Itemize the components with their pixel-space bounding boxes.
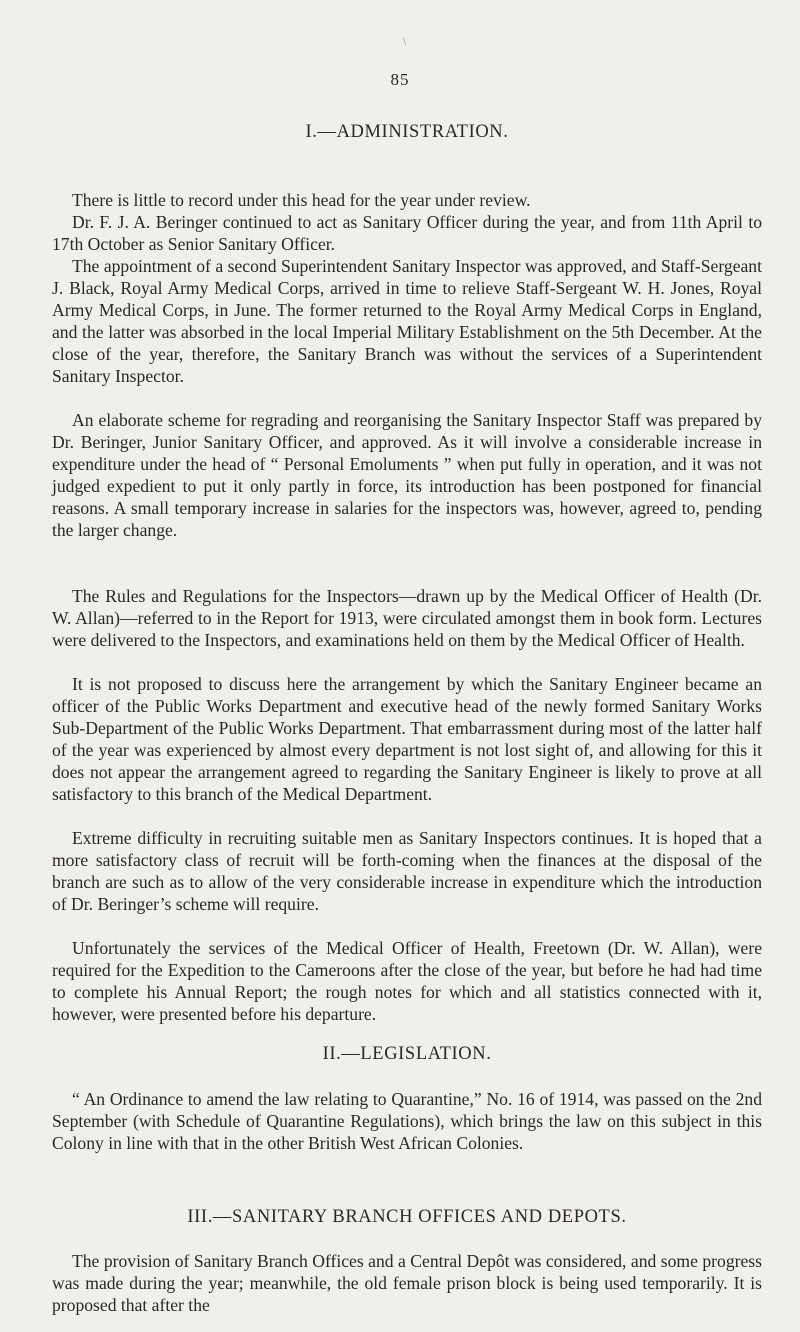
page-number: 85 [390, 70, 410, 89]
paragraph: An elaborate scheme for regrading and reorganising the Sanitary Inspector Staff was prepared by Dr. Beringer, Junior Sanitary Officer, and approved. As it will involve a considerable increase in expenditure under the head of “ Personal Emoluments ” when put fully in operation, and it was not judged expedient to put it only partly in force, its introduction has been postponed for financial reasons. A small temporary increase in salaries for the inspectors was, however, agreed to, pending the larger change. [52, 410, 762, 540]
section-heading-sanitary-branch: III.—SANITARY BRANCH OFFICES AND DEPOTS. [187, 1207, 627, 1227]
section-heading-legislation: II.—LEGISLATION. [322, 1044, 492, 1064]
paragraph: “ An Ordinance to amend the law relating to Quarantine,” No. 16 of 1914, was passed on the 2nd September (with Schedule of Quarantine Regulations), which brings the law on this subject in this Colony in line with that in the other British West African Colonies. [52, 1089, 762, 1153]
paragraph: There is little to record under this head for the year under review. [72, 190, 531, 210]
paragraph: Unfortunately the services of the Medical Officer of Health, Freetown (Dr. W. Allan), were required for the Expedition to the Cameroons after the close of the year, but before he had had time to complete his Annual Report; the rough notes for which and all statistics connected with it, however, were presented before his departure. [52, 938, 762, 1024]
paragraph: The provision of Sanitary Branch Offices and a Central Depôt was considered, and some progress was made during the year; meanwhile, the old female prison block is being used temporarily. It is proposed that after the [52, 1251, 762, 1315]
paragraph: Extreme difficulty in recruiting suitable men as Sanitary Inspectors continues. It is hoped that a more satisfactory class of recruit will be forth-coming when the finances at the disposal of the branch are such as to allow of the very considerable increase in expenditure which the introduction of Dr. Beringer’s scheme will require. [52, 828, 762, 914]
section-heading-administration: I.—ADMINISTRATION. [305, 122, 509, 142]
paragraph: The Rules and Regulations for the Inspectors—drawn up by the Medical Officer of Health (Dr. W. Allan)—referred to in the Report for 1913, were circulated amongst them in book form. Lectures were delivered to the Inspectors, and examinations held on them by the Medical Officer of Health. [52, 586, 762, 650]
paragraph: Dr. F. J. A. Beringer continued to act as Sanitary Officer during the year, and from 11th April to 17th October as Senior Sanitary Officer. [52, 212, 762, 254]
paragraph: The appointment of a second Superintendent Sanitary Inspector was approved, and Staff-Sergeant J. Black, Royal Army Medical Corps, arrived in time to relieve Staff-Sergeant W. H. Jones, Royal Army Medical Corps, in June. The former returned to the Royal Army Medical Corps in England, and the latter was absorbed in the local Imperial Military Establishment on the 5th December. At the close of the year, therefore, the Sanitary Branch was without the services of a Superintendent Sanitary Inspector. [52, 256, 762, 386]
paragraph: It is not proposed to discuss here the arrangement by which the Sanitary Engineer became an officer of the Public Works Department and executive head of the newly formed Sanitary Works Sub-Department of the Public Works Department. That embarrassment during most of the latter half of the year was experienced by almost every department is not lost sight of, and allowing for this it does not appear the arrangement agreed to regarding the Sanitary Engineer is likely to prove at all satisfactory to this branch of the Medical Department. [52, 674, 762, 804]
corner-mark: \ [403, 36, 407, 48]
